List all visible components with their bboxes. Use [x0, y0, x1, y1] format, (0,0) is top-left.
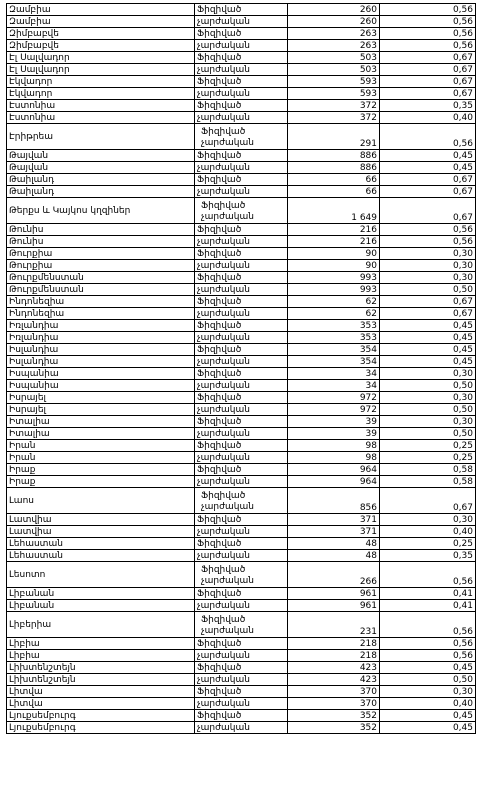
- table-row: [7, 650, 476, 662]
- rate-cell: 0,67: [380, 52, 476, 64]
- country-cell: Իսրայել: [7, 392, 195, 404]
- rate-cell: 0,30: [380, 248, 476, 260]
- country-cell: Էստոնիա: [7, 112, 195, 124]
- type-cell: չարժական: [195, 162, 288, 174]
- rate-cell: 0,50: [380, 428, 476, 440]
- table-row: [7, 224, 476, 236]
- rate-cell: 0,45: [380, 162, 476, 174]
- country-cell: Լիբերիա: [7, 612, 195, 638]
- table-row: [7, 428, 476, 440]
- rate-cell: 0,30: [380, 392, 476, 404]
- type-cell: չարժական: [195, 186, 288, 198]
- value-cell: 503: [288, 64, 380, 76]
- type-cell: չարժական: [195, 550, 288, 562]
- value-cell: 39: [288, 428, 380, 440]
- country-cell: Լիխտենշտեյն: [7, 674, 195, 686]
- rate-cell: 0,67: [380, 174, 476, 186]
- table-row: [7, 186, 476, 198]
- value-cell: 216: [288, 236, 380, 248]
- value-cell: 48: [288, 550, 380, 562]
- value-cell: 266: [288, 562, 380, 588]
- rate-cell: 0,67: [380, 308, 476, 320]
- table-row: [7, 526, 476, 538]
- rate-cell: 0,30: [380, 514, 476, 526]
- country-cell: Լիբիա: [7, 638, 195, 650]
- type-cell: չարժական: [195, 64, 288, 76]
- table-row: [7, 392, 476, 404]
- value-cell: 961: [288, 600, 380, 612]
- type-cell: Ֆիզիված: [195, 538, 288, 550]
- country-cell: Թաիլանդ: [7, 186, 195, 198]
- table-row: [7, 236, 476, 248]
- country-cell: Լեսոտո: [7, 562, 195, 588]
- value-cell: 993: [288, 284, 380, 296]
- country-cell: Իրաք: [7, 476, 195, 488]
- table-row: [7, 440, 476, 452]
- type-cell: Ֆիզիված: [195, 76, 288, 88]
- country-cell: Թուրքմենստան: [7, 284, 195, 296]
- table-row: [7, 88, 476, 100]
- rate-cell: 0,67: [380, 186, 476, 198]
- value-cell: 218: [288, 650, 380, 662]
- value-cell: 98: [288, 452, 380, 464]
- country-cell: Իռլանդիա: [7, 332, 195, 344]
- rate-cell: 0,67: [380, 198, 476, 224]
- type-cell: Ֆիզիված: [195, 638, 288, 650]
- table-row: [7, 332, 476, 344]
- type-cell: Ֆիզիված: [195, 224, 288, 236]
- country-cell: Իսպանիա: [7, 368, 195, 380]
- value-cell: 260: [288, 16, 380, 28]
- table-row: [7, 452, 476, 464]
- type-cell: չարժական: [195, 600, 288, 612]
- table-row: [7, 308, 476, 320]
- table-row: [7, 64, 476, 76]
- rate-cell: 0,67: [380, 88, 476, 100]
- value-cell: 34: [288, 368, 380, 380]
- table-row: [7, 722, 476, 734]
- value-cell: 372: [288, 100, 380, 112]
- type-cell: Ֆիզիված: [195, 100, 288, 112]
- value-cell: 972: [288, 404, 380, 416]
- value-cell: 352: [288, 710, 380, 722]
- country-cell: Էլ Սալվադոր: [7, 64, 195, 76]
- value-cell: 353: [288, 332, 380, 344]
- table-row: [7, 476, 476, 488]
- type-cell: չարժական: [195, 428, 288, 440]
- type-cell: չարժական: [195, 236, 288, 248]
- value-cell: 62: [288, 308, 380, 320]
- type-cell: Ֆիզիված: [195, 272, 288, 284]
- type-cell: Ֆիզիված: [195, 588, 288, 600]
- type-cell: Ֆիզիված չարժական: [195, 488, 288, 514]
- country-cell: Լյուքսեմբուրգ: [7, 710, 195, 722]
- type-cell: Ֆիզիված: [195, 464, 288, 476]
- rate-cell: 0,56: [380, 224, 476, 236]
- table-row: [7, 320, 476, 332]
- country-cell: Լիբիա: [7, 650, 195, 662]
- value-cell: 39: [288, 416, 380, 428]
- table-row: [7, 488, 476, 514]
- type-cell: Ֆիզիված: [195, 344, 288, 356]
- country-cell: Լիբանան: [7, 588, 195, 600]
- type-cell: չարժական: [195, 356, 288, 368]
- country-cell: Լյուքսեմբուրգ: [7, 722, 195, 734]
- value-cell: 260: [288, 4, 380, 16]
- value-cell: 370: [288, 686, 380, 698]
- country-cell: Զամբիա: [7, 4, 195, 16]
- value-cell: 354: [288, 344, 380, 356]
- type-cell: չարժական: [195, 16, 288, 28]
- table-row: [7, 600, 476, 612]
- value-cell: 886: [288, 150, 380, 162]
- rate-cell: 0,56: [380, 16, 476, 28]
- rate-cell: 0,56: [380, 638, 476, 650]
- type-cell: չարժական: [195, 332, 288, 344]
- rate-cell: 0,67: [380, 64, 476, 76]
- rate-cell: 0,45: [380, 320, 476, 332]
- type-cell: չարժական: [195, 476, 288, 488]
- type-cell: Ֆիզիված: [195, 710, 288, 722]
- table-row: [7, 356, 476, 368]
- value-cell: 263: [288, 28, 380, 40]
- value-cell: 371: [288, 526, 380, 538]
- type-cell: Ֆիզիված չարժական: [195, 198, 288, 224]
- country-cell: Թուրքիա: [7, 260, 195, 272]
- rate-cell: 0,40: [380, 112, 476, 124]
- country-cell: Լիբանան: [7, 600, 195, 612]
- rate-cell: 0,50: [380, 284, 476, 296]
- type-cell: չարժական: [195, 284, 288, 296]
- rate-cell: 0,67: [380, 76, 476, 88]
- country-cell: Զամբիա: [7, 16, 195, 28]
- table-row: [7, 260, 476, 272]
- country-cell: Թաիլանդ: [7, 174, 195, 186]
- rate-cell: 0,30: [380, 416, 476, 428]
- country-cell: Լատվիա: [7, 514, 195, 526]
- type-cell: Ֆիզիված: [195, 662, 288, 674]
- type-cell: Ֆիզիված: [195, 296, 288, 308]
- value-cell: 964: [288, 476, 380, 488]
- rate-cell: 0,56: [380, 124, 476, 150]
- value-cell: 964: [288, 464, 380, 476]
- rate-cell: 0,58: [380, 476, 476, 488]
- table-row: [7, 16, 476, 28]
- table-row: [7, 686, 476, 698]
- country-cell: Իրան: [7, 440, 195, 452]
- value-cell: 231: [288, 612, 380, 638]
- rate-cell: 0,50: [380, 674, 476, 686]
- type-cell: Ֆիզիված: [195, 320, 288, 332]
- table-row: [7, 368, 476, 380]
- rate-cell: 0,45: [380, 722, 476, 734]
- table-row: [7, 124, 476, 150]
- table-row: [7, 344, 476, 356]
- type-cell: չարժական: [195, 260, 288, 272]
- type-cell: Ֆիզիված: [195, 174, 288, 186]
- table-row: [7, 174, 476, 186]
- value-cell: 48: [288, 538, 380, 550]
- country-cell: Իտալիա: [7, 416, 195, 428]
- rate-cell: 0,56: [380, 562, 476, 588]
- value-cell: 503: [288, 52, 380, 64]
- rate-cell: 0,56: [380, 4, 476, 16]
- table-row: [7, 550, 476, 562]
- table-row: [7, 662, 476, 674]
- rate-cell: 0,30: [380, 368, 476, 380]
- country-cell: Լաոս: [7, 488, 195, 514]
- table-row: [7, 40, 476, 52]
- value-cell: 216: [288, 224, 380, 236]
- table-row: [7, 562, 476, 588]
- value-cell: 972: [288, 392, 380, 404]
- country-cell: Իսպանիա: [7, 380, 195, 392]
- rate-cell: 0,45: [380, 332, 476, 344]
- table-row: [7, 100, 476, 112]
- type-cell: Ֆիզիված: [195, 392, 288, 404]
- country-cell: Թերքս և Կայկոս կղզիներ: [7, 198, 195, 224]
- table-row: [7, 514, 476, 526]
- table-row: [7, 162, 476, 174]
- country-cell: Լիխտենշտեյն: [7, 662, 195, 674]
- value-cell: 371: [288, 514, 380, 526]
- value-cell: 90: [288, 260, 380, 272]
- type-cell: Ֆիզիված: [195, 248, 288, 260]
- type-cell: չարժական: [195, 698, 288, 710]
- value-cell: 66: [288, 174, 380, 186]
- value-cell: 90: [288, 248, 380, 260]
- type-cell: չարժական: [195, 404, 288, 416]
- rate-cell: 0,45: [380, 710, 476, 722]
- value-cell: 593: [288, 76, 380, 88]
- rate-cell: 0,30: [380, 260, 476, 272]
- value-cell: 993: [288, 272, 380, 284]
- table-row: [7, 674, 476, 686]
- rate-cell: 0,56: [380, 236, 476, 248]
- country-cell: Իրաք: [7, 464, 195, 476]
- table-row: [7, 112, 476, 124]
- country-cell: Թայվան: [7, 162, 195, 174]
- rate-cell: 0,30: [380, 272, 476, 284]
- country-cell: Էկվադոր: [7, 76, 195, 88]
- table-row: [7, 150, 476, 162]
- type-cell: Ֆիզիված: [195, 28, 288, 40]
- type-cell: Ֆիզիված: [195, 150, 288, 162]
- type-cell: չարժական: [195, 380, 288, 392]
- value-cell: 98: [288, 440, 380, 452]
- value-cell: 1 649: [288, 198, 380, 224]
- country-cell: Իսրայել: [7, 404, 195, 416]
- type-cell: Ֆիզիված: [195, 52, 288, 64]
- type-cell: Ֆիզիված չարժական: [195, 124, 288, 150]
- value-cell: 218: [288, 638, 380, 650]
- type-cell: Ֆիզիված: [195, 416, 288, 428]
- table-row: [7, 284, 476, 296]
- table-row: [7, 4, 476, 16]
- rate-cell: 0,56: [380, 40, 476, 52]
- rate-cell: 0,40: [380, 698, 476, 710]
- value-cell: 62: [288, 296, 380, 308]
- table-row: [7, 538, 476, 550]
- value-cell: 886: [288, 162, 380, 174]
- rate-cell: 0,56: [380, 650, 476, 662]
- rate-cell: 0,41: [380, 600, 476, 612]
- table-row: [7, 612, 476, 638]
- rate-cell: 0,45: [380, 344, 476, 356]
- table-row: [7, 380, 476, 392]
- value-cell: 66: [288, 186, 380, 198]
- table-row: [7, 28, 476, 40]
- country-cell: Թուրքմենստան: [7, 272, 195, 284]
- type-cell: Ֆիզիված չարժական: [195, 612, 288, 638]
- rate-cell: 0,56: [380, 28, 476, 40]
- type-cell: Ֆիզիված: [195, 4, 288, 16]
- type-cell: չարժական: [195, 526, 288, 538]
- rates-table-body: [7, 4, 476, 734]
- type-cell: չարժական: [195, 40, 288, 52]
- country-cell: Թունիս: [7, 236, 195, 248]
- table-row: [7, 272, 476, 284]
- table-row: [7, 76, 476, 88]
- rate-cell: 0,25: [380, 452, 476, 464]
- country-cell: Լեհաստան: [7, 538, 195, 550]
- country-cell: Իսլանդիա: [7, 356, 195, 368]
- rate-cell: 0,67: [380, 488, 476, 514]
- rate-cell: 0,35: [380, 100, 476, 112]
- country-cell: Ինդոնեզիա: [7, 296, 195, 308]
- value-cell: 354: [288, 356, 380, 368]
- table-row: [7, 638, 476, 650]
- type-cell: Ֆիզիված: [195, 686, 288, 698]
- type-cell: չարժական: [195, 308, 288, 320]
- rates-table: [6, 3, 476, 734]
- value-cell: 961: [288, 588, 380, 600]
- type-cell: չարժական: [195, 88, 288, 100]
- country-cell: Թուրքիա: [7, 248, 195, 260]
- value-cell: 856: [288, 488, 380, 514]
- type-cell: չարժական: [195, 452, 288, 464]
- country-cell: Էկվադոր: [7, 88, 195, 100]
- country-cell: Լիտվա: [7, 698, 195, 710]
- type-cell: չարժական: [195, 650, 288, 662]
- type-cell: Ֆիզիված: [195, 514, 288, 526]
- rate-cell: 0,35: [380, 550, 476, 562]
- rate-cell: 0,50: [380, 380, 476, 392]
- country-cell: Էստոնիա: [7, 100, 195, 112]
- rate-cell: 0,50: [380, 404, 476, 416]
- rate-cell: 0,56: [380, 612, 476, 638]
- country-cell: Թունիս: [7, 224, 195, 236]
- rate-cell: 0,67: [380, 296, 476, 308]
- type-cell: Ֆիզիված: [195, 440, 288, 452]
- rate-cell: 0,25: [380, 440, 476, 452]
- rate-cell: 0,25: [380, 538, 476, 550]
- table-row: [7, 416, 476, 428]
- country-cell: Թայվան: [7, 150, 195, 162]
- value-cell: 423: [288, 674, 380, 686]
- rate-cell: 0,45: [380, 150, 476, 162]
- rate-cell: 0,40: [380, 526, 476, 538]
- value-cell: 372: [288, 112, 380, 124]
- table-row: [7, 464, 476, 476]
- value-cell: 34: [288, 380, 380, 392]
- country-cell: Զիմբաբվե: [7, 40, 195, 52]
- value-cell: 423: [288, 662, 380, 674]
- table-row: [7, 710, 476, 722]
- table-row: [7, 698, 476, 710]
- country-cell: Իռլանդիա: [7, 320, 195, 332]
- value-cell: 593: [288, 88, 380, 100]
- country-cell: Լիտվա: [7, 686, 195, 698]
- value-cell: 291: [288, 124, 380, 150]
- table-row: [7, 588, 476, 600]
- value-cell: 353: [288, 320, 380, 332]
- value-cell: 352: [288, 722, 380, 734]
- rate-cell: 0,58: [380, 464, 476, 476]
- type-cell: չարժական: [195, 112, 288, 124]
- rate-cell: 0,30: [380, 686, 476, 698]
- country-cell: Լատվիա: [7, 526, 195, 538]
- rate-cell: 0,41: [380, 588, 476, 600]
- country-cell: Իսլանդիա: [7, 344, 195, 356]
- type-cell: չարժական: [195, 722, 288, 734]
- country-cell: Էլ Սալվադոր: [7, 52, 195, 64]
- value-cell: 263: [288, 40, 380, 52]
- rate-cell: 0,45: [380, 356, 476, 368]
- value-cell: 370: [288, 698, 380, 710]
- table-row: [7, 296, 476, 308]
- type-cell: Ֆիզիված չարժական: [195, 562, 288, 588]
- country-cell: Էրիթրեա: [7, 124, 195, 150]
- country-cell: Ինդոնեզիա: [7, 308, 195, 320]
- table-row: [7, 404, 476, 416]
- rate-cell: 0,45: [380, 662, 476, 674]
- type-cell: Ֆիզիված: [195, 368, 288, 380]
- type-cell: չարժական: [195, 674, 288, 686]
- country-cell: Լեհաստան: [7, 550, 195, 562]
- table-row: [7, 198, 476, 224]
- country-cell: Իտալիա: [7, 428, 195, 440]
- table-row: [7, 52, 476, 64]
- country-cell: Իրան: [7, 452, 195, 464]
- table-row: [7, 248, 476, 260]
- country-cell: Զիմբաբվե: [7, 28, 195, 40]
